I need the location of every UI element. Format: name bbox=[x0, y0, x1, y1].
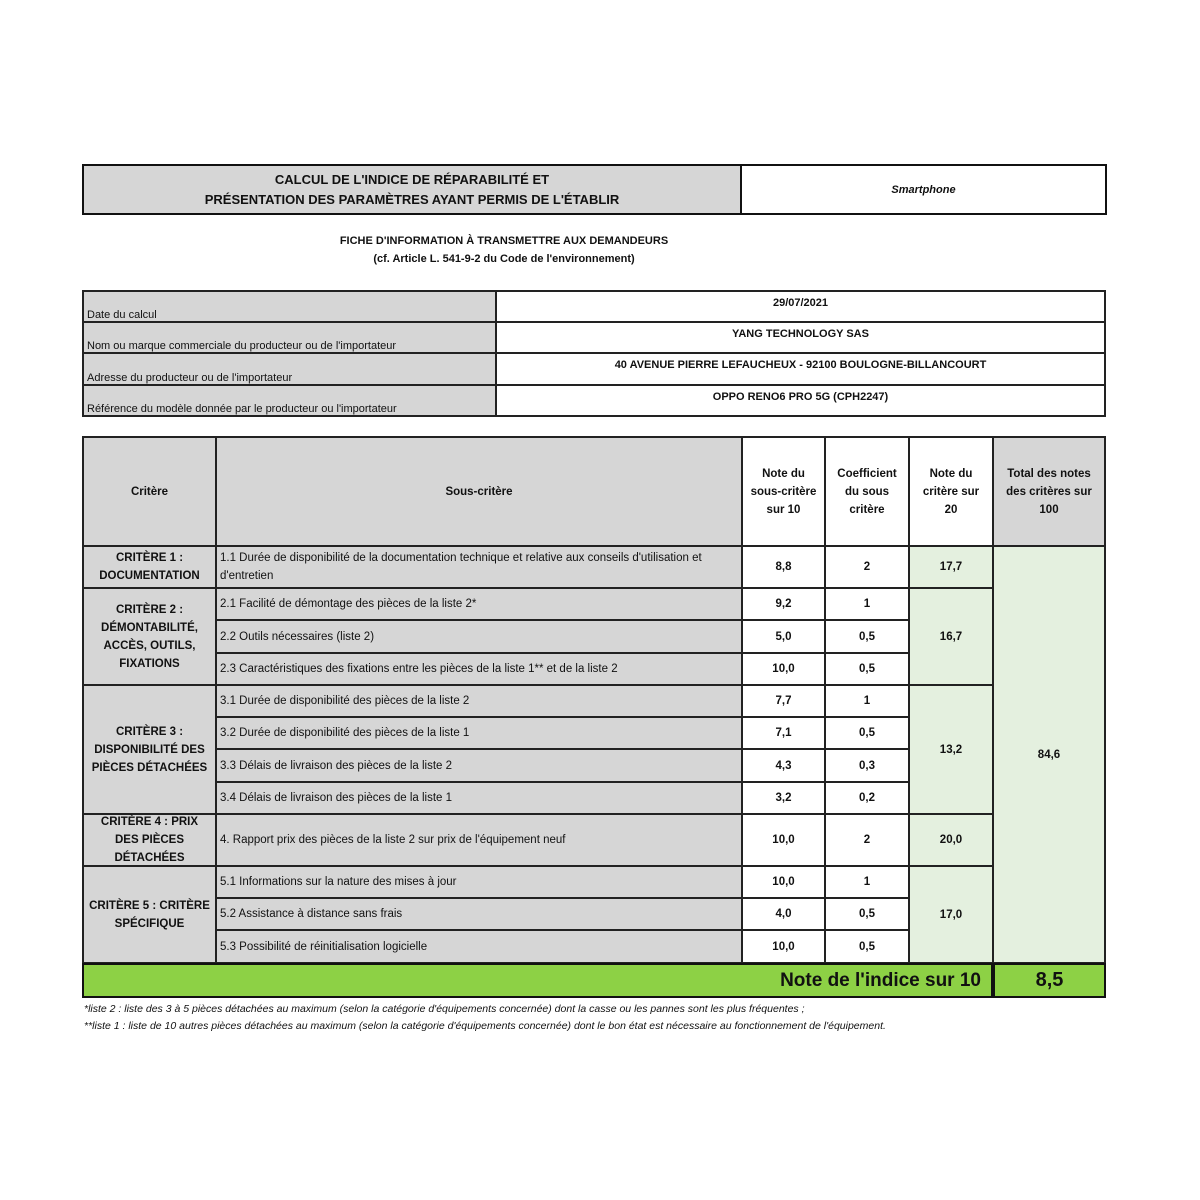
final-index-label: Note de l'indice sur 10 bbox=[82, 963, 993, 998]
subcriterion-5-3-note: 10,0 bbox=[742, 930, 825, 963]
subcriterion-1-1-label: 1.1 Durée de disponibilité de la documentation technique et relative aux conseils d'utilisation et d'entretien bbox=[216, 546, 742, 588]
header-coefficient: Coefficient du sous critère bbox=[825, 436, 909, 546]
subcriterion-5-2-note: 4,0 bbox=[742, 898, 825, 930]
criterion-5-label: CRITÈRE 5 : CRITÈRE SPÉCIFIQUE bbox=[82, 866, 216, 963]
total-score-100: 84,6 bbox=[993, 546, 1106, 963]
criterion-5-note: 17,0 bbox=[909, 866, 993, 963]
title-line-2: PRÉSENTATION DES PARAMÈTRES AYANT PERMIS DE L'ÉTABLIR bbox=[204, 191, 620, 207]
subcriterion-3-1-note: 7,7 bbox=[742, 685, 825, 717]
header-sous-critere: Sous-critère bbox=[216, 436, 742, 546]
subcriterion-4-coef: 2 bbox=[825, 814, 909, 866]
info-value-date: 29/07/2021 bbox=[496, 290, 1106, 322]
subcriterion-3-1-label: 3.1 Durée de disponibilité des pièces de la liste 2 bbox=[216, 685, 742, 717]
header-note-sous-critere: Note du sous-critère sur 10 bbox=[742, 436, 825, 546]
subcriterion-3-4-label: 3.4 Délais de livraison des pièces de la liste 1 bbox=[216, 782, 742, 814]
subcriterion-3-3-coef: 0,3 bbox=[825, 749, 909, 782]
subcriterion-5-2-label: 5.2 Assistance à distance sans frais bbox=[216, 898, 742, 930]
title-line-1: CALCUL DE L'INDICE DE RÉPARABILITÉ ET bbox=[274, 171, 550, 187]
criterion-2-note: 16,7 bbox=[909, 588, 993, 685]
final-index-value: 8,5 bbox=[993, 963, 1106, 998]
subtitle-line-1: FICHE D'INFORMATION À TRANSMETTRE AUX DEMANDEURS bbox=[339, 235, 669, 247]
subcriterion-3-3-note: 4,3 bbox=[742, 749, 825, 782]
subtitle bbox=[82, 232, 926, 268]
subcriterion-2-3-label: 2.3 Caractéristiques des fixations entre les pièces de la liste 1** et de la liste 2 bbox=[216, 653, 742, 685]
subcriterion-5-1-note: 10,0 bbox=[742, 866, 825, 898]
subcriterion-1-1-coef: 2 bbox=[825, 546, 909, 588]
subcriterion-2-1-coef: 1 bbox=[825, 588, 909, 620]
info-value-reference: OPPO RENO6 PRO 5G (CPH2247) bbox=[496, 385, 1106, 417]
info-value-producer: YANG TECHNOLOGY SAS bbox=[496, 322, 1106, 353]
subcriterion-2-3-note: 10,0 bbox=[742, 653, 825, 685]
subcriterion-5-2-coef: 0,5 bbox=[825, 898, 909, 930]
criterion-4-label: CRITÈRE 4 : PRIX DES PIÈCES DÉTACHÉES bbox=[82, 814, 216, 866]
subcriterion-5-3-label: 5.3 Possibilité de réinitialisation logicielle bbox=[216, 930, 742, 963]
subcriterion-4-note: 10,0 bbox=[742, 814, 825, 866]
info-label-address: Adresse du producteur ou de l'importateur bbox=[82, 353, 496, 385]
footnote-2: **liste 1 : liste de 10 autres pièces détachées au maximum (selon la catégorie d'équipements concernée) dont le bon état est nécessaire au fonctionnement de l'équipement. bbox=[84, 1020, 886, 1032]
subcriterion-4-label: 4. Rapport prix des pièces de la liste 2 sur prix de l'équipement neuf bbox=[216, 814, 742, 866]
subcriterion-2-2-note: 5,0 bbox=[742, 620, 825, 653]
subcriterion-3-2-label: 3.2 Durée de disponibilité des pièces de la liste 1 bbox=[216, 717, 742, 749]
criterion-2-label: CRITÈRE 2 : DÉMONTABILITÉ, ACCÈS, OUTILS, FIXATIONS bbox=[82, 588, 216, 685]
subtitle-line-2: (cf. Article L. 541-9-2 du Code de l'environnement) bbox=[373, 253, 635, 265]
criterion-3-label: CRITÈRE 3 : DISPONIBILITÉ DES PIÈCES DÉTACHÉES bbox=[82, 685, 216, 814]
subcriterion-2-2-coef: 0,5 bbox=[825, 620, 909, 653]
criterion-1-note: 17,7 bbox=[909, 546, 993, 588]
info-label-date: Date du calcul bbox=[82, 290, 496, 322]
subcriterion-5-1-coef: 1 bbox=[825, 866, 909, 898]
subcriterion-2-2-label: 2.2 Outils nécessaires (liste 2) bbox=[216, 620, 742, 653]
subcriterion-3-1-coef: 1 bbox=[825, 685, 909, 717]
subcriterion-2-1-note: 9,2 bbox=[742, 588, 825, 620]
product-type: Smartphone bbox=[740, 164, 1107, 215]
subcriterion-3-4-coef: 0,2 bbox=[825, 782, 909, 814]
subcriterion-3-2-note: 7,1 bbox=[742, 717, 825, 749]
title-box bbox=[82, 164, 742, 215]
subcriterion-3-2-coef: 0,5 bbox=[825, 717, 909, 749]
header-total: Total des notes des critères sur 100 bbox=[993, 436, 1106, 546]
subcriterion-3-4-note: 3,2 bbox=[742, 782, 825, 814]
footnote-1: *liste 2 : liste des 3 à 5 pièces détachées au maximum (selon la catégorie d'équipements concernée) dont la casse ou les pannes sont les plus fréquentes ; bbox=[84, 1003, 805, 1015]
subcriterion-2-1-label: 2.1 Facilité de démontage des pièces de la liste 2* bbox=[216, 588, 742, 620]
header-note-critere: Note du critère sur 20 bbox=[909, 436, 993, 546]
info-value-address: 40 AVENUE PIERRE LEFAUCHEUX - 92100 BOULOGNE-BILLANCOURT bbox=[496, 353, 1106, 385]
subcriterion-5-3-coef: 0,5 bbox=[825, 930, 909, 963]
info-label-reference: Référence du modèle donnée par le producteur ou l'importateur bbox=[82, 385, 496, 417]
criterion-1-label: CRITÈRE 1 : DOCUMENTATION bbox=[82, 546, 216, 588]
info-label-producer: Nom ou marque commerciale du producteur ou de l'importateur bbox=[82, 322, 496, 353]
subcriterion-3-3-label: 3.3 Délais de livraison des pièces de la liste 2 bbox=[216, 749, 742, 782]
subcriterion-5-1-label: 5.1 Informations sur la nature des mises à jour bbox=[216, 866, 742, 898]
criterion-4-note: 20,0 bbox=[909, 814, 993, 866]
subcriterion-1-1-note: 8,8 bbox=[742, 546, 825, 588]
header-critere: Critère bbox=[82, 436, 216, 546]
criterion-3-note: 13,2 bbox=[909, 685, 993, 814]
subcriterion-2-3-coef: 0,5 bbox=[825, 653, 909, 685]
